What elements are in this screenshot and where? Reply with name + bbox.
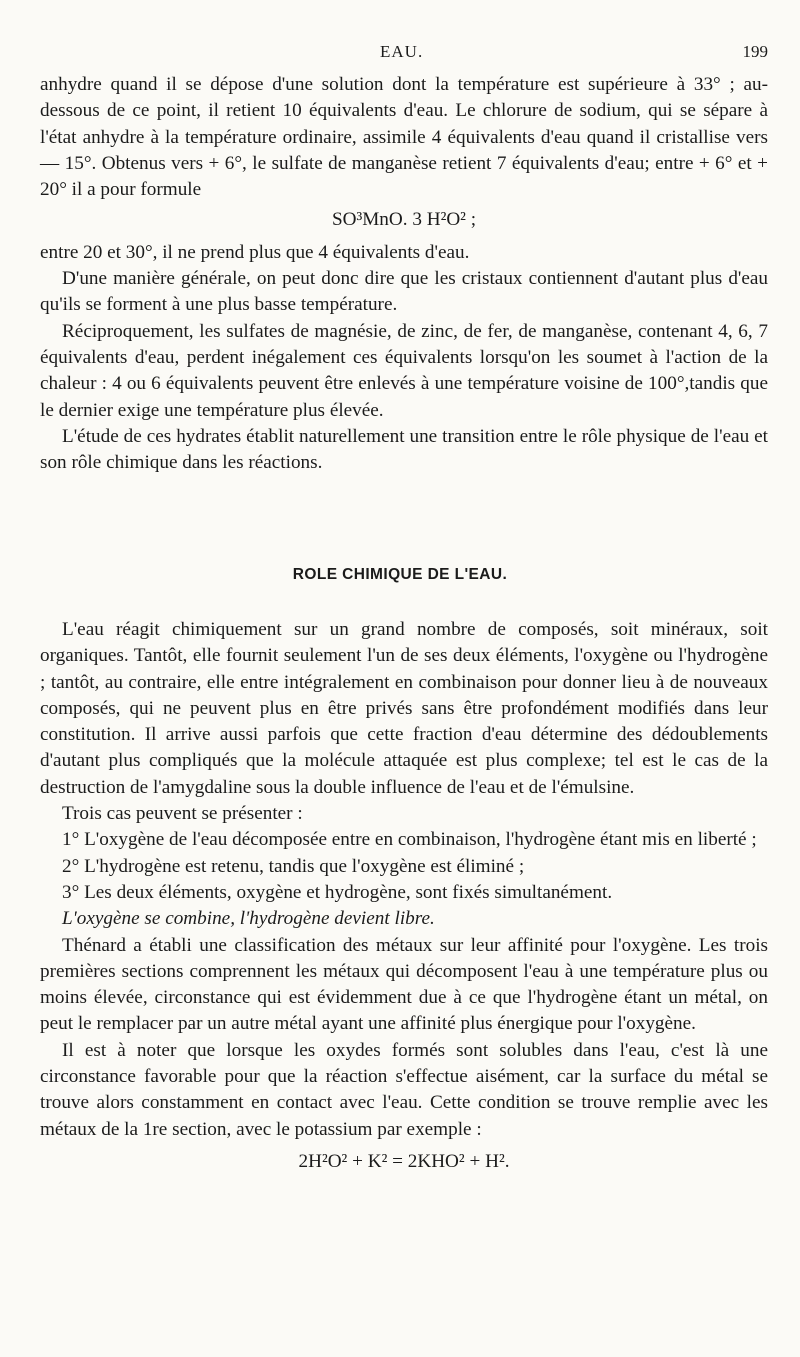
running-title: EAU.: [380, 42, 424, 61]
list-item: 2° L'hydrogène est retenu, tandis que l'oxygène est éliminé ;: [62, 855, 525, 877]
formula-manganese-sulfate: SO³MnO. 3 H²O² ;: [331, 209, 477, 231]
page-number: 199: [742, 42, 768, 61]
paragraph: Trois cas peuvent se présenter :: [62, 803, 303, 825]
list-item: 1° L'oxygène de l'eau décomposée entre en combinaison, l'hydrogène étant mis en liberté ;: [62, 829, 757, 851]
list-item: 3° Les deux éléments, oxygène et hydrogène, sont fixés simultanément.: [62, 881, 613, 903]
paragraph: L'étude de ces hydrates établit naturellement une transition entre le rôle physique de l'eau et son rôle chimique dans les réactions.: [40, 425, 768, 474]
formula-potassium-reaction: 2H²O² + K² = 2KHO² + H².: [298, 1150, 510, 1172]
running-header: [60, 42, 768, 64]
paragraph: Thénard a établi une classification des métaux sur leur affinité pour l'oxygène. Les trois premières sections comprennent les métaux qui décomposent l'eau à une température plus ou moins élevée, circonstance qui est évidemment due à ce que l'hydrogène étant un métal, on peut le remplacer par un autre métal ayant une affinité plus énergique pour l'oxygène.: [40, 934, 768, 1035]
paragraph: Il est à noter que lorsque les oxydes formés sont solubles dans l'eau, c'est là une circonstance favorable pour que la réaction s'effectue aisément, car la surface du métal se trouve alors constamment en contact avec l'eau. Cette condition se trouve remplie avec les métaux de la 1re section, avec le potassium par exemple :: [40, 1039, 768, 1140]
subheading-italic: L'oxygène se combine, l'hydrogène devient libre.: [62, 908, 435, 930]
paragraph: D'une manière générale, on peut donc dire que les cristaux contiennent d'autant plus d'eau qu'ils se forment à une plus basse température.: [40, 268, 768, 316]
section-hydrates: [40, 72, 768, 476]
section-heading: ROLE CHIMIQUE DE L'EAU.: [292, 566, 508, 583]
paragraph: entre 20 et 30°, il ne prend plus que 4 équivalents d'eau.: [40, 241, 470, 263]
paragraph: L'eau réagit chimiquement sur un grand nombre de composés, soit minéraux, soit organiques. Tantôt, elle fournit seulement l'un de ses deux éléments, l'oxygène ou l'hydrogène ; tantôt, au contraire, elle entre intégralement en combinaison pour donner lieu à de nouveaux composés, qui ne peuvent plus en être privés sans être profondément modifiés dans leur constitution. Il arrive aussi parfois que cette fraction d'eau détermine des dédoublements d'autant plus compliqués que la molécule attaquée est plus complexe; tel est le cas de la destruction de l'amygdaline sous la double influence de l'eau et de l'émulsine.: [40, 619, 768, 798]
paragraph: anhydre quand il se dépose d'une solution dont la température est supérieure à 33° ; au-dessous de ce point, il retient 10 équivalents d'eau. Le chlorure de sodium, qui se sépare à l'état anhydre à la température ordinaire, assimile 4 équivalents d'eau quand il cristallise vers — 15°. Obtenus vers + 6°, le sulfate de manganèse retient 7 équivalents d'eau; entre + 6° et + 20° il a pour formule: [40, 74, 768, 201]
section-chemical-role: [40, 617, 768, 1175]
paragraph: Réciproquement, les sulfates de magnésie, de zinc, de fer, de manganèse, contenant 4, 6, 7 équivalents d'eau, perdent inégalement ces équivalents lorsqu'on les soumet à l'action de la chaleur : 4 ou 6 équivalents peuvent être enlevés à une température voisine de 100°,tandis que le dernier exige une température plus élevée.: [40, 320, 768, 421]
